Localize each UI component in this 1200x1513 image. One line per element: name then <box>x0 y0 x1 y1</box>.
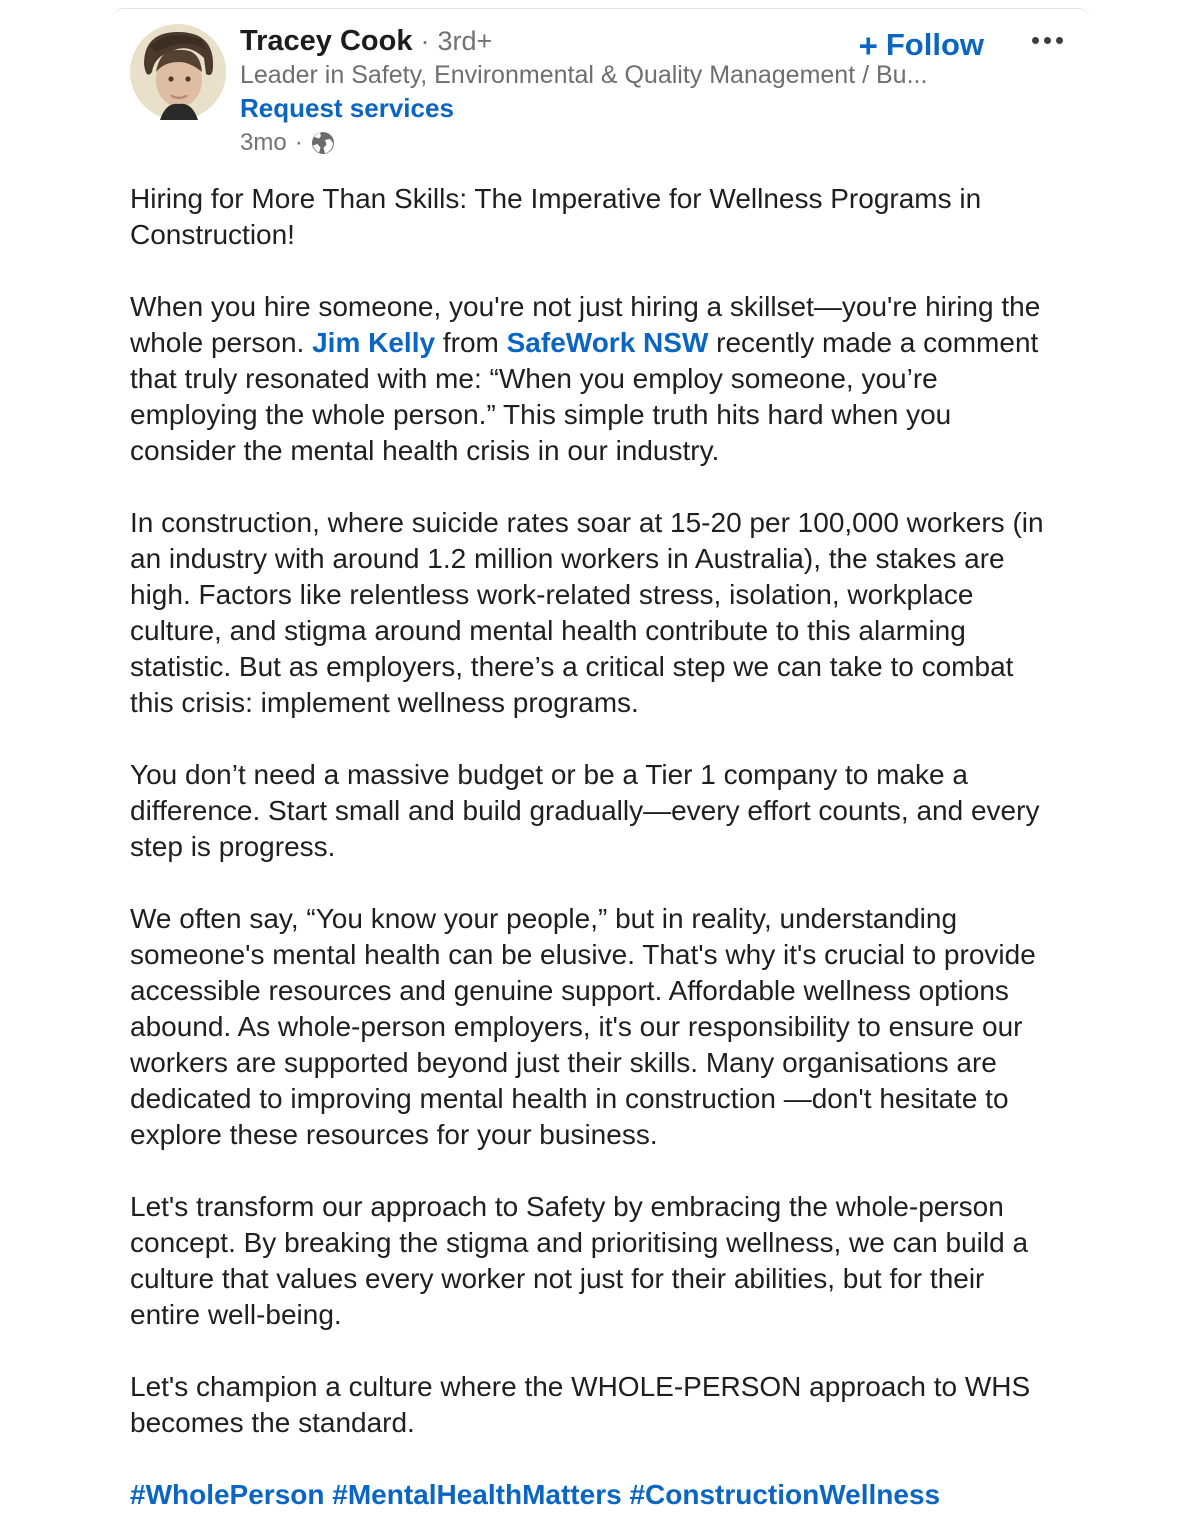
post-paragraph: Let's champion a culture where the WHOLE-PERSON approach to WHS becomes the standard. <box>130 1371 1031 1438</box>
post-paragraph: You don’t need a massive budget or be a Tier 1 company to make a difference. Start small and build gradually—every effort counts, and every step is progress. <box>130 759 1040 862</box>
plus-icon: + <box>858 26 878 64</box>
mention-link-safework-nsw[interactable]: SafeWork NSW <box>506 327 709 358</box>
post-header <box>112 9 1090 158</box>
author-name[interactable]: Tracey Cook <box>240 25 413 57</box>
post-paragraph: When you hire someone, you're not just hiring a skillset—you're hiring the whole person. Jim Kelly from SafeWork NSW recently made a comment that truly resonated with me: “When you employ someone, you’re employing the whole person.” This simple truth hits hard when you consider the mental health crisis in our industry. <box>130 291 1041 466</box>
author-headline: Leader in Safety, Environmental & Quality Management / Bu... <box>240 61 928 89</box>
post-paragraph: In construction, where suicide rates soar at 15-20 per 100,000 workers (in an industry with around 1.2 million workers in Australia), the stakes are high. Factors like relentless work-related stress, isolation, workplace culture, and stigma around mental health contribute to this alarming statistic. But as employers, there’s a critical step we can take to combat this crisis: implement wellness programs. <box>130 507 1044 718</box>
post-paragraph: Hiring for More Than Skills: The Imperative for Wellness Programs in Construction! <box>130 183 982 250</box>
globe-icon <box>311 131 335 155</box>
avatar[interactable] <box>130 24 226 120</box>
post-body <box>112 181 1090 1513</box>
more-options-button[interactable] <box>1030 23 1065 58</box>
post-paragraph: We often say, “You know your people,” but in reality, understanding someone's mental health can be elusive. That's why it's crucial to provide accessible resources and genuine support. Affordable wellness options abound. As whole-person employers, it's our responsibility to ensure our workers are supported beyond just their skills. Many organisations are dedicated to improving mental health in construction —don't hesitate to explore these resources for your business. <box>130 903 1036 1150</box>
header-actions <box>853 23 1065 67</box>
mention-link-jim-kelly[interactable]: Jim Kelly <box>312 327 436 358</box>
request-services-link[interactable]: Request services <box>240 93 454 123</box>
connection-degree: 3rd+ <box>437 26 493 56</box>
avatar-photo <box>130 24 226 120</box>
follow-button[interactable] <box>853 23 990 67</box>
post-meta-row <box>240 128 1066 158</box>
ellipsis-icon <box>1032 37 1039 44</box>
follow-button-label: Follow <box>885 27 984 62</box>
hashtag-link[interactable]: #ConstructionWellness <box>629 1479 941 1510</box>
post-age: 3mo <box>240 129 287 156</box>
separator-dot: · <box>294 129 303 156</box>
post-hashtags <box>130 1477 1057 1513</box>
hashtag-link[interactable]: #WholePerson <box>130 1479 325 1510</box>
linkedin-post-card <box>112 8 1090 1513</box>
hashtag-link[interactable]: #MentalHealthMatters <box>332 1479 622 1510</box>
post-paragraph: Let's transform our approach to Safety by embracing the whole-person concept. By breaking the stigma and prioritising wellness, we can build a culture that values every worker not just for their abilities, but for their entire well-being. <box>130 1191 1029 1330</box>
separator-dot: · <box>420 26 430 56</box>
